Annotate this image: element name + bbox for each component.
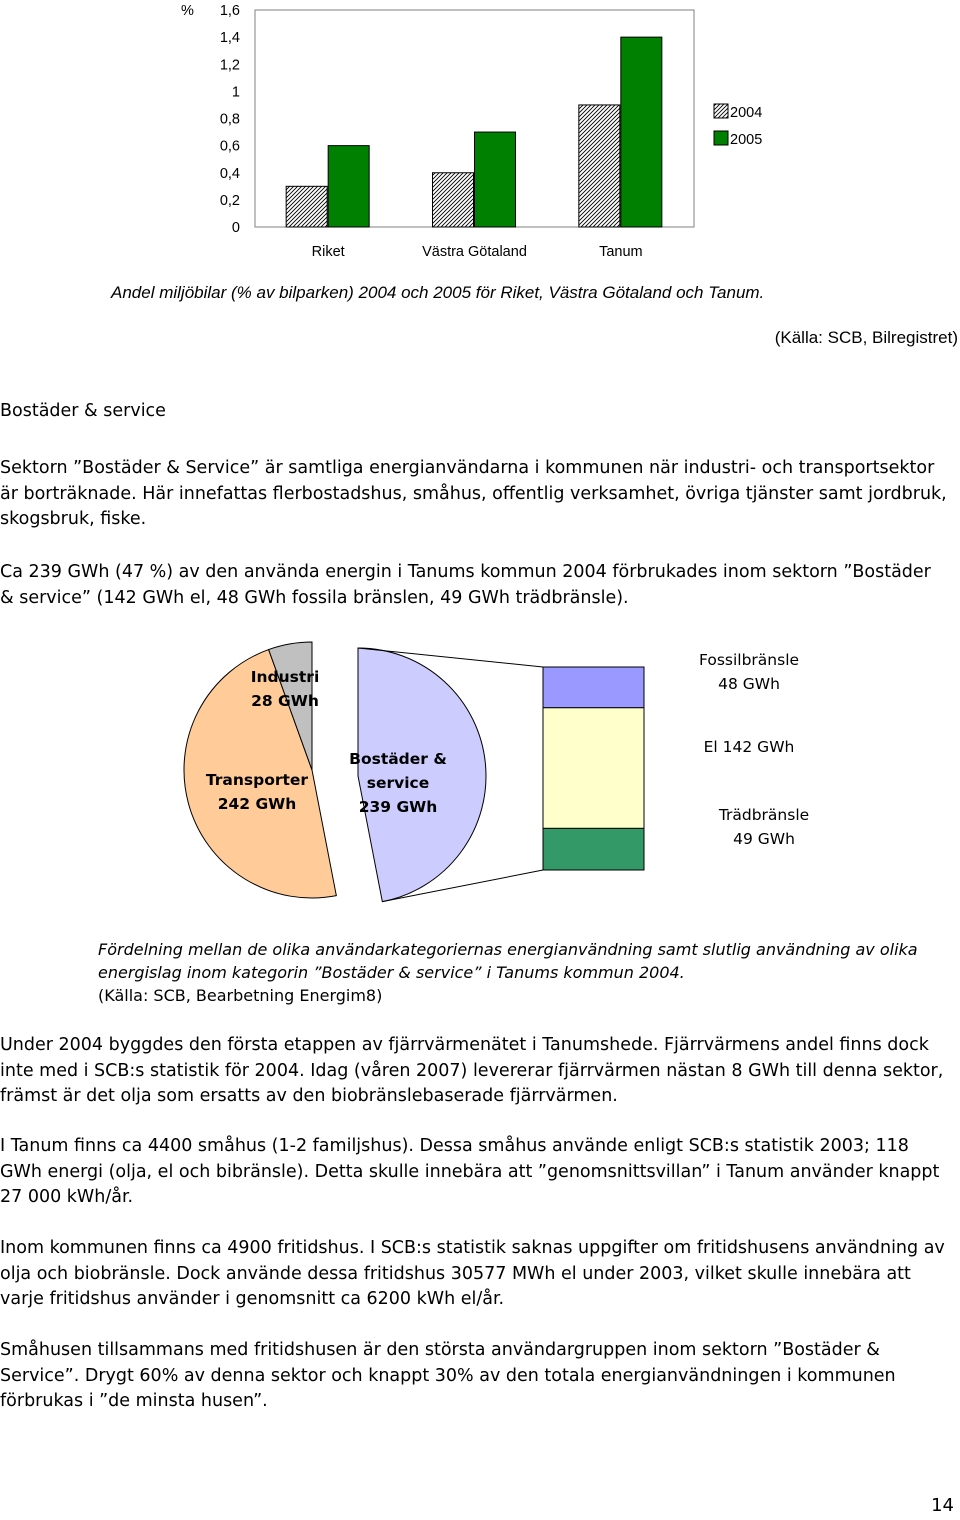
x-tick-label: Västra Götaland [422,244,527,260]
bar-2004-1 [286,186,327,227]
chart2-caption: Fördelning mellan de olika användarkategoriernas energianvändning samt slutlig användning av olika energislag inom kategorin ”Bostäder & service” i Tanums kommun 2004. [98,940,918,982]
paragraph-6: Småhusen tillsammans med fritidshusen är den största användargruppen inom sektorn ”Bostäder & Service”. Drygt 60% av denna sektor och knappt 30% av den totala energianvändningen i kommunen förbrukas i ”de minsta husen”. [0,1340,896,1411]
y-unit-label: % [181,3,194,19]
pie-label-industri-1: Industri [250,668,320,686]
stack-segment-1 [543,667,644,708]
paragraph-4: I Tanum finns ca 4400 småhus (1-2 familjshus). Dessa småhus använde enligt SCB:s statistik 2003; 118 GWh energi (olja, el och bibränsle). Detta skulle innebära att ”genomsnittsvillan” i Tanum använder knappt 27 000 kWh/år. [0,1136,940,1207]
y-tick-label: 0,8 [219,111,240,128]
bar-2005-3 [621,37,662,227]
y-tick-label: 1 [231,84,240,101]
page-number: 14 [931,1495,954,1516]
bar-chart [0,0,960,270]
stack-label-el-1: El 142 GWh [703,738,795,756]
y-tick-label: 0,2 [219,192,240,209]
bar-2004-3 [579,105,620,227]
pie-label-bostader-1: Bostäder & [349,750,447,768]
pie-label-bostader-2: service [366,774,430,792]
paragraph-5: Inom kommunen finns ca 4900 fritidshus. I SCB:s statistik saknas uppgifter om fritidshusens användning av olja och biobränsle. Dock använde dessa fritidshus 30577 MWh el under 2003, vilket skulle innebära att varje fritidshus använder i genomsnitt ca 6200 kWh el/år. [0,1238,945,1309]
y-tick-label: 0,6 [219,138,240,155]
bar-2005-2 [475,132,516,227]
bar-2004-2 [433,173,474,227]
legend-swatch-2004 [714,104,728,118]
chart2-source: (Källa: SCB, Bearbetning Energim8) [98,986,383,1005]
legend-swatch-2005 [714,131,728,145]
stack-segment-3 [543,828,644,870]
stack-label-trad-1: Trädbränsle [718,806,810,824]
chart1-source: (Källa: SCB, Bilregistret) [774,328,958,347]
pie-label-transporter-1: Transporter [205,771,309,789]
section-heading: Bostäder & service [0,401,166,421]
pie-chart [0,630,960,910]
x-tick-label: Riket [311,244,345,260]
bar-chart-svg [0,0,960,270]
paragraph-2: Ca 239 GWh (47 %) av den använda energin i Tanums kommun 2004 förbrukades inom sektorn ”Bostäder & service” (142 GWh el, 48 GWh fossila bränslen, 49 GWh trädbränsle). [0,562,931,608]
pie-chart-svg [0,630,960,910]
stack-label-fossil-2: 48 GWh [718,675,780,693]
pie-label-bostader-3: 239 GWh [358,798,438,816]
paragraph-1: Sektorn ”Bostäder & Service” är samtliga energianvändarna i kommunen när industri- och transportsektor är borträknade. Här innefattas flerbostadshus, småhus, offentlig verksamhet, övriga tjänster samt jordbruk, skogsbruk, fiske. [0,458,947,529]
y-tick-label: 1,6 [219,3,240,19]
x-tick-label: Tanum [599,244,643,260]
legend-label-2004: 2004 [730,105,763,121]
bar-2005-1 [328,146,369,227]
pie-label-transporter-2: 242 GWh [217,795,297,813]
paragraph-3: Under 2004 byggdes den första etappen av fjärrvärmenätet i Tanumshede. Fjärrvärmens andel finns dock inte med i SCB:s statistik för 2004. Idag (våren 2007) levererar fjärrvärmen nästan 8 GWh till denna sektor, främst är det olja som ersatts av den biobränslebaserade fjärrvärmen. [0,1035,944,1106]
chart1-caption: Andel miljöbilar (% av bilparken) 2004 och 2005 för Riket, Västra Götaland och Tanum. [111,283,765,302]
legend-label-2005: 2005 [730,132,763,148]
stack-label-fossil-1: Fossilbränsle [698,651,800,669]
y-tick-label: 1,2 [219,57,240,74]
stack-segment-2 [543,708,644,829]
pie-label-industri-2: 28 GWh [251,692,319,710]
y-tick-label: 1,4 [219,30,240,47]
stack-label-trad-2: 49 GWh [733,830,795,848]
y-tick-label: 0,4 [219,165,240,182]
y-tick-label: 0 [231,220,240,236]
